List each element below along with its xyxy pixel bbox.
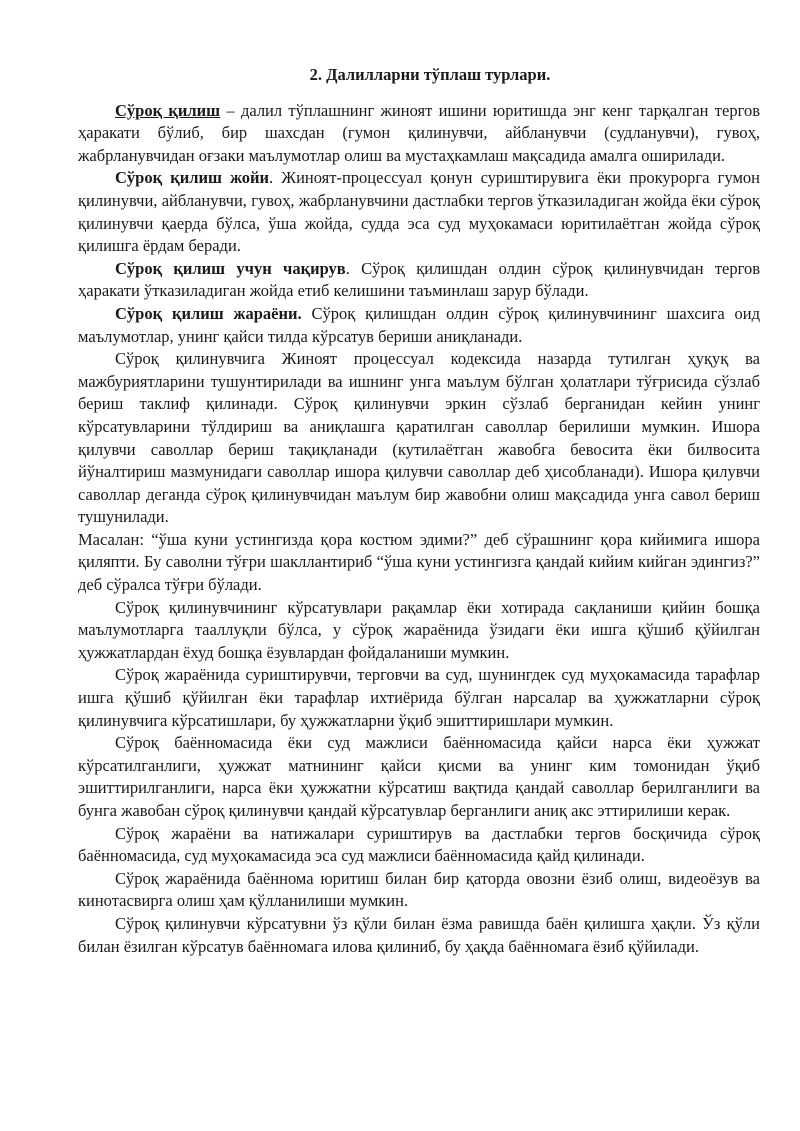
paragraph-protocol-content xyxy=(78,732,760,822)
paragraph-text: . Сўроқ қилишдан олдин сўроқ қилинувчидан тергов ҳаракати ўтказиладиган жойда етиб келишини таъминлаш зарур бўлади. xyxy=(78,258,761,301)
paragraph-text: Сўроқ қилинувчининг кўрсатувлари рақамлар ёки хотирада сақланиши қийин бошқа маълумотларга тааллуқли бўлса, у сўроқ жараёнида ўзидаги ёки ишга қўшиб қўйилган ҳужжатлардан ёхуд бошқа ёзувлардан фойдаланиши мумкин. xyxy=(78,597,760,662)
paragraph-rights xyxy=(78,348,760,529)
paragraph-text: – далил тўплашнинг жиноят ишини юритишда энг кенг тарқалган тергов ҳаракати бўлиб, бир шахсдан (гумон қилинувчи, айбланувчи (судланувчи), гувоҳ, жабрланувчидан оғзаки маълумотлар олиш ва мустаҳкамлаш мақсадида амалга оширилади. xyxy=(78,100,760,165)
section-heading: 2. Далилларни тўплаш турлари. xyxy=(309,65,551,84)
paragraph-text: Сўроқ жараёнида суриштирувчи, терговчи ва суд, шунингдек суд муҳокамасида тарафлар ишга қўшиб қўйилган ёки тарафлар ихтиёрида бўлган нарсалар ва ҳужжатларни сўроқ қилинувчига кўрсатишлари, бу ҳужжатларни ўқиб эшиттиришлари мумкин. xyxy=(78,665,760,730)
term-process: Сўроқ қилиш жараёни. xyxy=(115,303,302,323)
paragraph-written-testimony xyxy=(78,913,760,958)
paragraph-documents xyxy=(78,597,760,665)
paragraph-text: Сўроқ қилинувчига Жиноят процессуал кодексида назарда тутилган ҳуқуқ ва мажбуриятларини тушунтирилади ва ишнинг унга маълум бўлган ҳолатлари тўғрисида сўзлаб бериш таклиф қилинади. Сўроқ қилинувчи эркин сўзлаб берганидан кейин унинг кўрсатувларини тўлдириш ва аниқлашга қаратилган саволлар берилиши мумкин. Ишора қилувчи саволлар бериш тақиқланади (кутилаётган жавобга бевосита ёки билвосита йўналтириш мазмунидаги саволлар ишора қилувчи саволлар деб ҳисобланади). Ишора қилувчи саволлар деганда сўроқ қилинувчидан маълум бир жавобни олиш мақсадида унга савол бериш тушунилади. xyxy=(78,349,760,527)
paragraph-text: . Жиноят-процессуал қонун суриштирувига ёки прокурорга гумон қилинувчи, айбланувчи, гувоҳ, жабрланувчини дастлабки тергов ўтказиладиган жойда ёки сўроқ қилинувчи қаерда бўлса, ўша жойда, судда эса суд муҳокамаси юритилаётган жойда сўроқ қилишга ёрдам беради. xyxy=(78,168,760,256)
paragraph-text: Масалан: “ўша куни устингизда қора костюм эдими?” деб сўрашнинг қора кийимига ишора қиляпти. Бу саволни тўғри шакллантириб “ўша куни устингизга қандай кийим кийган эдингиз?” деб сўралса тўғри бўлади. xyxy=(78,529,760,595)
term-interrogation: Сўроқ қилиш xyxy=(115,100,221,120)
paragraph-text: Сўроқ баённомасида ёки суд мажлиси баённомасида қайси нарса ёки ҳужжат кўрсатилганлиги, ҳужжат матнининг қайси қисми ва унинг ким томонидан ўқиб эшиттирилганлиги, нарса ёки ҳужжатни кўрсатиш вақтида қандай саволлар берилганлиги ва бунга жавобан сўроқ қилинувчи қандай кўрсатувлар берганлиги аниқ акс эттирилиши керак. xyxy=(78,733,760,820)
paragraph-text: Сўроқ жараёнида баённома юритиш билан бир қаторда овозни ёзиб олиш, видеоёзув ва кинотасвирга олиш ҳам қўлланилиши мумкин. xyxy=(78,868,760,911)
paragraph-text: Сўроқ қилишдан олдин сўроқ қилинувчининг шахсига оид маълумотлар, унинг қайси тилда кўрсатув бериши аниқланади. xyxy=(78,303,760,346)
term-summons: Сўроқ қилиш учун чақирув xyxy=(115,258,346,278)
paragraph-interrogation xyxy=(78,100,760,168)
paragraph-text: Сўроқ жараёни ва натижалари суриштирув ва дастлабки тергов босқичида сўроқ баённомасида, суд муҳокамасида эса суд мажлиси баённомасида қайд қилинади. xyxy=(78,823,760,866)
paragraph-summons xyxy=(78,258,760,303)
paragraph-showing-items xyxy=(78,664,760,732)
paragraph-example xyxy=(78,529,760,597)
paragraph-process xyxy=(78,303,760,348)
paragraph-text: Сўроқ қилинувчи кўрсатувни ўз қўли билан ёзма равишда баён қилишга ҳақли. Ўз қўли билан ёзилган кўрсатув баённомага илова қилиниб, бу ҳақда баённомага ёзиб қўйилади. xyxy=(78,913,760,956)
paragraph-interrogation-place xyxy=(78,167,760,257)
paragraph-recording xyxy=(78,823,760,868)
paragraph-audio-video xyxy=(78,868,760,913)
term-interrogation-place: Сўроқ қилиш жойи xyxy=(115,168,269,188)
